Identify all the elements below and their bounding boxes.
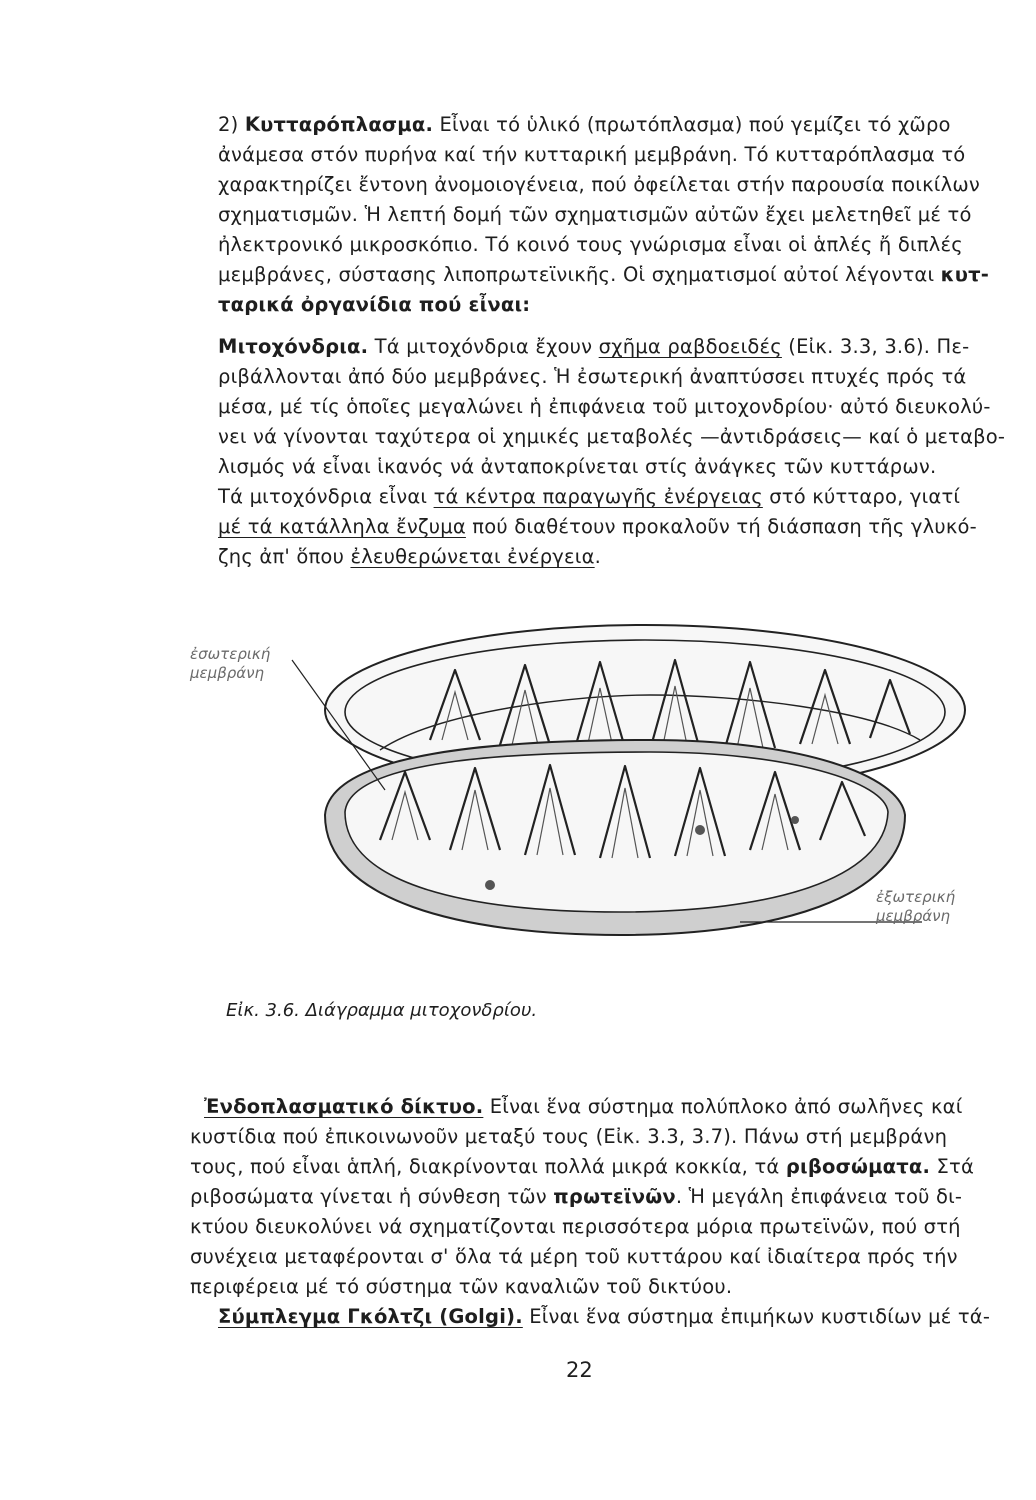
text-line: ἀνάμεσα στόν πυρήνα καί τήν κυτταρική μεμβράνη. Τό κυτταρόπλασμα τό bbox=[218, 143, 966, 166]
proteins-term: πρωτεϊνῶν bbox=[553, 1185, 676, 1208]
text-line: ἠλεκτρονικό μικροσκόπιο. Τό κοινό τους γνώρισμα εἶναι οἱ ἁπλές ἤ διπλές bbox=[218, 233, 963, 256]
outer-membrane-label: ἐξωτερική μεμβράνη bbox=[876, 888, 956, 925]
text-line: μέσα, μέ τίς ὁποῖες μεγαλώνει ἡ ἐπιφάνεια τοῦ μιτοχονδρίου· αὐτό διευκολύ- bbox=[218, 395, 991, 418]
text-line: περιφέρεια μέ τό σύστημα τῶν καναλιῶν τοῦ δικτύου. bbox=[190, 1275, 733, 1298]
mitochondrion-lower-half bbox=[325, 740, 905, 935]
mitochondria-paragraph bbox=[218, 332, 1006, 572]
text-line: τους, πού εἶναι ἁπλή, διακρίνονται πολλά μικρά κοκκία, τά ριβοσώματα. Στά bbox=[190, 1155, 975, 1178]
text-line: Σύμπλεγμα Γκόλτζι (Golgi). Εἶναι ἕνα σύστημα ἐπιμήκων κυστιδίων μέ τά- bbox=[218, 1305, 991, 1328]
organelles-term: κυτ- bbox=[940, 263, 990, 286]
mitochondrion-diagram bbox=[180, 600, 1000, 1020]
inner-membrane-label: ἐσωτερική μεμβράνη bbox=[190, 645, 271, 682]
text-line: σχηματισμῶν. Ἡ λεπτή δομή τῶν σχηματισμῶν αὐτῶν ἔχει μελετηθεῖ μέ τό bbox=[218, 203, 972, 226]
text-line: ταρικά ὀργανίδια πού εἶναι: bbox=[218, 293, 531, 316]
mitochondria-heading: Μιτοχόνδρια. bbox=[218, 335, 369, 358]
ribosomes-term: ριβοσώματα. bbox=[785, 1155, 931, 1178]
text-line: Ἐνδοπλασματικό δίκτυο. Εἶναι ἕνα σύστημα πολύπλοκο ἀπό σωλῆνες καί bbox=[204, 1095, 963, 1118]
text-line: μέ τά κατάλληλα ἔνζυμα πού διαθέτουν προκαλοῦν τή διάσπαση τῆς γλυκό- bbox=[218, 515, 977, 538]
text-line: λισμός νά εἶναι ἱκανός νά ἀνταποκρίνεται στίς ἀνάγκες τῶν κυττάρων. bbox=[218, 455, 937, 478]
text-line: Μιτοχόνδρια. Τά μιτοχόνδρια ἔχουν σχῆμα ραβδοειδές (Εἰκ. 3.3, 3.6). Πε- bbox=[218, 335, 970, 358]
text-line: κυστίδια πού ἐπικοινωνοῦν μεταξύ τους (Εἰκ. 3.3, 3.7). Πάνω στή μεμβράνη bbox=[190, 1125, 948, 1148]
cytoplasm-paragraph bbox=[218, 110, 990, 320]
er-paragraph bbox=[190, 1092, 976, 1302]
cytoplasm-heading: Κυτταρόπλασμα. bbox=[244, 113, 434, 136]
text-line: Τά μιτοχόνδρια εἶναι τά κέντρα παραγωγῆς ἐνέργειας στό κύτταρο, γιατί bbox=[218, 485, 961, 508]
text-line: συνέχεια μεταφέρονται σ' ὅλα τά μέρη τοῦ κυττάρου καί ἰδιαίτερα πρός τήν bbox=[190, 1245, 958, 1268]
text-line: κτύου διευκολύνει νά σχηματίζονται περισσότερα μόρια πρωτεϊνῶν, πού στή bbox=[190, 1215, 961, 1238]
golgi-heading: Σύμπλεγμα Γκόλτζι (Golgi). bbox=[218, 1305, 523, 1328]
golgi-paragraph bbox=[190, 1302, 991, 1332]
text-line: νει νά γίνονται ταχύτερα οἱ χημικές μεταβολές —ἀντιδράσεις— καί ὁ μεταβο- bbox=[218, 425, 1006, 448]
text-line: ριβοσώματα γίνεται ἡ σύνθεση τῶν πρωτεϊνῶν. Ἡ μεγάλη ἐπιφάνεια τοῦ δι- bbox=[190, 1185, 963, 1208]
page-number: 22 bbox=[566, 1358, 593, 1382]
text-line: χαρακτηρίζει ἔντονη ἀνομοιογένεια, πού ὀφείλεται στήν παρουσία ποικίλων bbox=[218, 173, 980, 196]
text-line: 2) Κυτταρόπλασμα. Εἶναι τό ὑλικό (πρωτόπλασμα) πού γεμίζει τό χῶρο bbox=[218, 113, 951, 136]
text-line: μεμβράνες, σύστασης λιποπρωτεϊνικῆς. Οἱ σχηματισμοί αὐτοί λέγονται κυτ- bbox=[218, 263, 990, 286]
text-line: ζης ἀπ' ὅπου ἐλευθερώνεται ἐνέργεια. bbox=[218, 545, 602, 568]
text-line: ριβάλλονται ἀπό δύο μεμβράνες. Ἡ ἐσωτερική ἀναπτύσσει πτυχές πρός τά bbox=[218, 365, 967, 388]
er-heading: Ἐνδοπλασματικό δίκτυο. bbox=[204, 1095, 484, 1118]
figure-caption: Εἰκ. 3.6. Διάγραμμα μιτοχονδρίου. bbox=[226, 1000, 538, 1021]
